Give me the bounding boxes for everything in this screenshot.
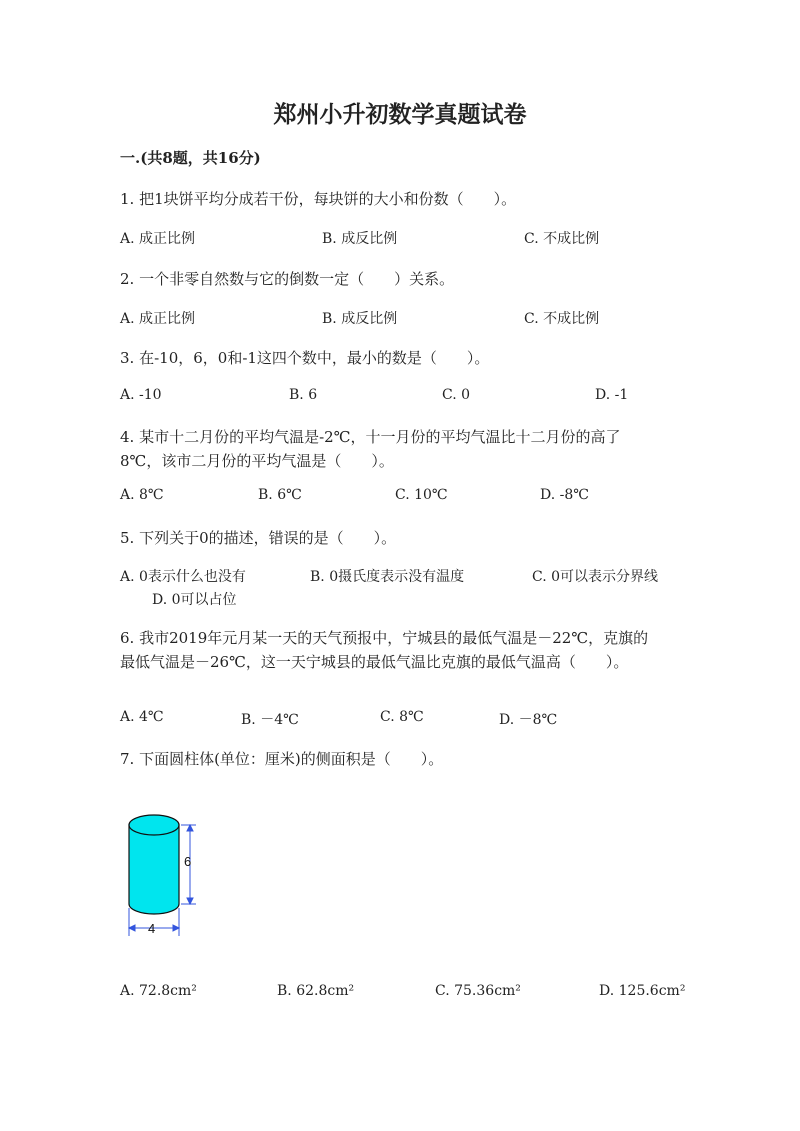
question-5: 5. 下列关于0的描述，错误的是（ ）。	[120, 529, 397, 547]
question-6-line-2: 最低气温是－26℃，这一天宁城县的最低气温比克旗的最低气温高（ ）。	[120, 653, 629, 671]
q3-option-c[interactable]: C. 0	[442, 387, 471, 403]
section-heading: 一.(共8题，共16分)	[120, 149, 261, 167]
cylinder-body	[129, 815, 179, 914]
q5-option-a[interactable]: A. 0表示什么也没有	[120, 569, 246, 585]
q6-option-a[interactable]: A. 4℃	[120, 709, 164, 725]
q5-option-c[interactable]: C. 0可以表示分界线	[532, 569, 659, 585]
q3-option-b[interactable]: B. 6	[289, 387, 318, 403]
q7-option-b[interactable]: B. 62.8cm²	[277, 983, 355, 999]
q2-option-b[interactable]: B. 成反比例	[322, 311, 398, 327]
q4-option-d[interactable]: D. -8℃	[540, 487, 589, 503]
question-4-line-1: 4. 某市十二月份的平均气温是-2℃，十一月份的平均气温比十二月份的高了	[120, 428, 621, 446]
q4-option-b[interactable]: B. 6℃	[258, 487, 302, 503]
q6-option-d[interactable]: D. －8℃	[499, 712, 558, 728]
question-3: 3. 在-10，6，0和-1这四个数中，最小的数是（ ）。	[120, 349, 490, 367]
question-6-line-1: 6. 我市2019年元月某一天的天气预报中，宁城县的最低气温是－22℃，克旗的	[120, 629, 649, 647]
question-4-line-2: 8℃，该市二月份的平均气温是（ ）。	[120, 452, 394, 470]
diameter-label: 4	[148, 921, 156, 936]
q5-option-d[interactable]: D. 0可以占位	[152, 592, 237, 608]
q1-option-b[interactable]: B. 成反比例	[322, 231, 398, 247]
q7-option-c[interactable]: C. 75.36cm²	[435, 983, 521, 999]
q6-option-c[interactable]: C. 8℃	[380, 709, 424, 725]
page-title: 郑州小升初数学真题试卷	[273, 101, 527, 128]
q6-option-b[interactable]: B. －4℃	[241, 712, 299, 728]
q1-option-c[interactable]: C. 不成比例	[524, 231, 600, 247]
question-2: 2. 一个非零自然数与它的倒数一定（ ）关系。	[120, 270, 455, 288]
q5-option-b[interactable]: B. 0摄氏度表示没有温度	[310, 569, 465, 585]
q4-option-a[interactable]: A. 8℃	[120, 487, 164, 503]
q2-option-c[interactable]: C. 不成比例	[524, 311, 600, 327]
q3-option-a[interactable]: A. -10	[120, 387, 162, 403]
question-1: 1. 把1块饼平均分成若干份，每块饼的大小和份数（ ）。	[120, 190, 517, 208]
q3-option-d[interactable]: D. -1	[595, 387, 629, 403]
q7-option-a[interactable]: A. 72.8cm²	[120, 983, 197, 999]
q1-option-a[interactable]: A. 成正比例	[120, 231, 196, 247]
cylinder-figure	[118, 800, 214, 942]
height-label: 6	[184, 854, 192, 869]
q4-option-c[interactable]: C. 10℃	[395, 487, 448, 503]
q2-option-a[interactable]: A. 成正比例	[120, 311, 196, 327]
question-7: 7. 下面圆柱体(单位：厘米)的侧面积是（ ）。	[120, 750, 444, 768]
q7-option-d[interactable]: D. 125.6cm²	[599, 983, 686, 999]
